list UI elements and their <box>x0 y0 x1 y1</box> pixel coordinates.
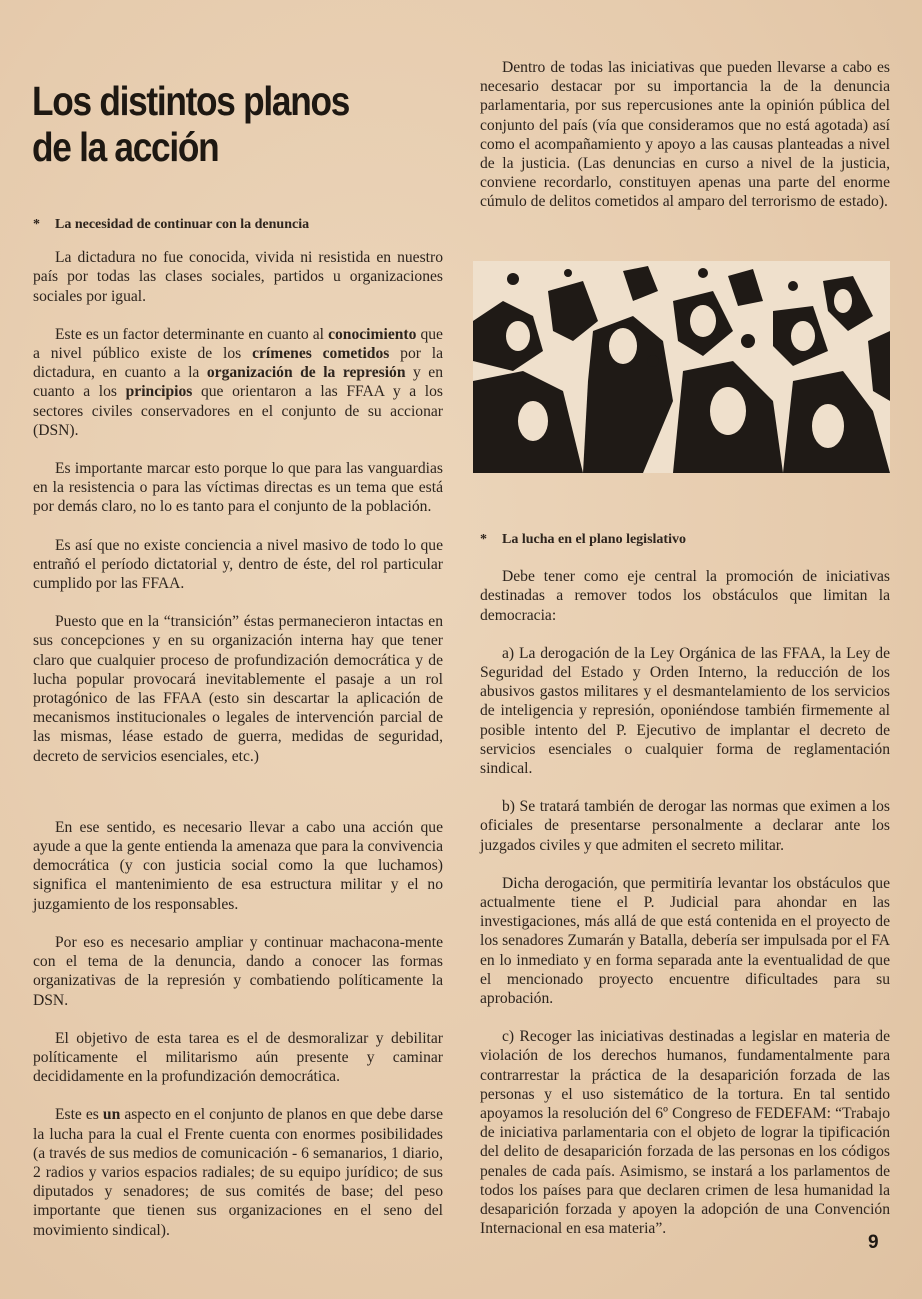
paragraph: Por eso es necesario ampliar y continuar machacona-mente con el tema de la denuncia, dando a conocer las formas organizativas de la represión y combatiendo políticamente la DSN. <box>33 933 443 1009</box>
paragraph: La dictadura no fue conocida, vivida ni resistida en nuestro país por todas las clases sociales, partidos u organizaciones sociales por igual. <box>33 249 443 305</box>
paragraph: El objetivo de esta tarea es el de desmoralizar y debilitar políticamente el militarismo aún presente y caminar decididamente en la profundización democrática. <box>33 1029 443 1086</box>
text-run: que a nivel público existe de los <box>33 325 443 363</box>
paragraph: Es importante marcar esto porque lo que para las vanguardias en la resistencia o para las víctimas directas es un tema que está por demás claro, no lo es tanto para el conjunto de la población. <box>33 460 443 516</box>
paragraph: Dentro de todas las iniciativas que pueden llevarse a cabo es necesario destacar por su importancia la de la denuncia parlamentaria, por sus repercusiones ante la opinión pública del conjunto del país (vía que consideramos que no está agotada) así como el acompañamiento y apoyo a las causas planteadas a nivel de la justicia. (Las denuncias en curso a nivel de la justicia, conviene recordarlo, constituyen apenas una parte del enorme cúmulo de delitos cometidos al amparo del terrorismo de estado). <box>480 59 890 211</box>
paragraph: Debe tener como eje central la promoción de iniciativas destinadas a remover todos los obstáculos que limitan la democracia: <box>480 568 890 624</box>
paragraph: Dicha derogación, que permitiría levantar los obstáculos que actualmente tiene el P. Judicial para ahondar en las investigaciones, más allá de que está contenida en el proyecto de los senadores Zumarán y Batalla, debería ser impulsada por el FA en lo inmediato y en forma separada ante la eventualidad de que el mencionado proyecto encuentre dificultades para su aprobación. <box>480 874 890 1008</box>
bold-term: principios <box>125 383 193 401</box>
paragraph: c) Recoger las iniciativas destinadas a legislar en materia de violación de los derechos humanos, fundamentalmente para contrarrestar la práctica de la desaparición forzada de las personas y el uso sistemático de la tortura. En tal sentido apoyamos la resolución del 6º Congreso de FEDEFAM: “Trabajo de iniciativa parlamentaria con el objeto de lograr la tipificación del delito de desaparición forzada de las personas en los códigos penales de cada país. Asimismo, se instará a los parlamentos de todos los países para que declaren crimen de lesa humanidad la desaparición forzada y apoyen la adopción de una Convención Internacional en esa materia”. <box>480 1028 890 1238</box>
paragraph <box>33 325 443 440</box>
bold-term: conocimiento <box>328 325 417 343</box>
paragraph: b) Se tratará también de derogar las normas que eximen a los oficiales de presentarse personalmente a declarar ante los juzgados civiles y que admiten el secreto militar. <box>480 798 890 854</box>
bold-term: un <box>102 1106 121 1124</box>
paragraph: Es así que no existe conciencia a nivel masivo de todo lo que entrañó el período dictatorial y, dentro de éste, del rol particular cumplido por las FFAA. <box>33 536 443 593</box>
page-number: 9 <box>868 1232 879 1253</box>
paragraph: a) La derogación de la Ley Orgánica de las FFAA, la Ley de Seguridad del Estado y Orden Interno, la reducción de los abusivos gastos militares y el desmantelamiento de los servicios de inteligencia y represión, oponiéndose también firmemente al posible intento del P. Ejecutivo de implantar el decreto de servicios esenciales o cualquier forma de reglamentación sindical. <box>480 644 890 778</box>
paragraph <box>33 1105 443 1239</box>
text-run: aspecto en el conjunto de planos en que debe darse la lucha para la cual el Frente cuenta con enormes posibilidades (a través de sus medios de comunicación - 6 semanarios, 1 diario, 2 radios y varios espacios radiales; de su equipo jurídico; de sus diputados y senadores; de sus comités de base; del peso importante que tienen sus organizaciones en el seno del movimiento sindical). <box>33 1106 443 1239</box>
bullet-star: * <box>480 532 487 547</box>
paragraph: En ese sentido, es necesario llevar a cabo una acción que ayude a que la gente entienda la amenaza que para la convivencia democrática (y con justicia social como la que luchamos) significa el mantenimiento de esa estructura militar y el no juzgamiento de los responsables. <box>33 818 443 913</box>
crowd-photo <box>473 261 890 473</box>
section-heading-legislativo <box>480 530 890 549</box>
section-heading-denuncia <box>33 215 443 234</box>
title-line-1: Los distintos planos <box>32 78 350 124</box>
heading-text: La necesidad de continuar con la denuncia <box>55 217 310 232</box>
title-line-2: de la acción <box>32 124 219 170</box>
left-column <box>33 215 443 1240</box>
right-column-lower <box>480 530 890 1239</box>
right-column <box>480 58 890 212</box>
bold-term: crímenes cometidos <box>252 345 390 363</box>
crowd-photo-illustration <box>473 261 890 473</box>
text-run: Este es <box>55 1106 103 1124</box>
paragraph: Puesto que en la “transición” éstas permanecieron intactas en sus concepciones y en su organización interna hay que tener claro que cualquier proceso de profundización democrática y de lucha popular provocará inevitablemente el pasaje a un rol protagónico de las FFAA (esto sin descartar la aplicación de mecanismos institucionales o legales de intervención parcial de las mismas, léase estado de guerra, medidas de seguridad, decreto de servicios esenciales, etc.) <box>33 613 443 765</box>
heading-text: La lucha en el plano legislativo <box>502 532 686 547</box>
bold-term: organización de la represión <box>206 364 406 382</box>
text-run: por la dictadura, en cuanto a la <box>33 345 443 382</box>
text-run: que orientaron a las FFAA y a los sectores civiles conservadores en el conjunto de su accionar (DSN). <box>33 383 443 439</box>
article-title <box>32 78 359 170</box>
text-run: Este es un factor determinante en cuanto al <box>55 325 329 343</box>
bullet-star: * <box>33 217 40 232</box>
text-run: y en cuanto a los <box>33 364 444 401</box>
